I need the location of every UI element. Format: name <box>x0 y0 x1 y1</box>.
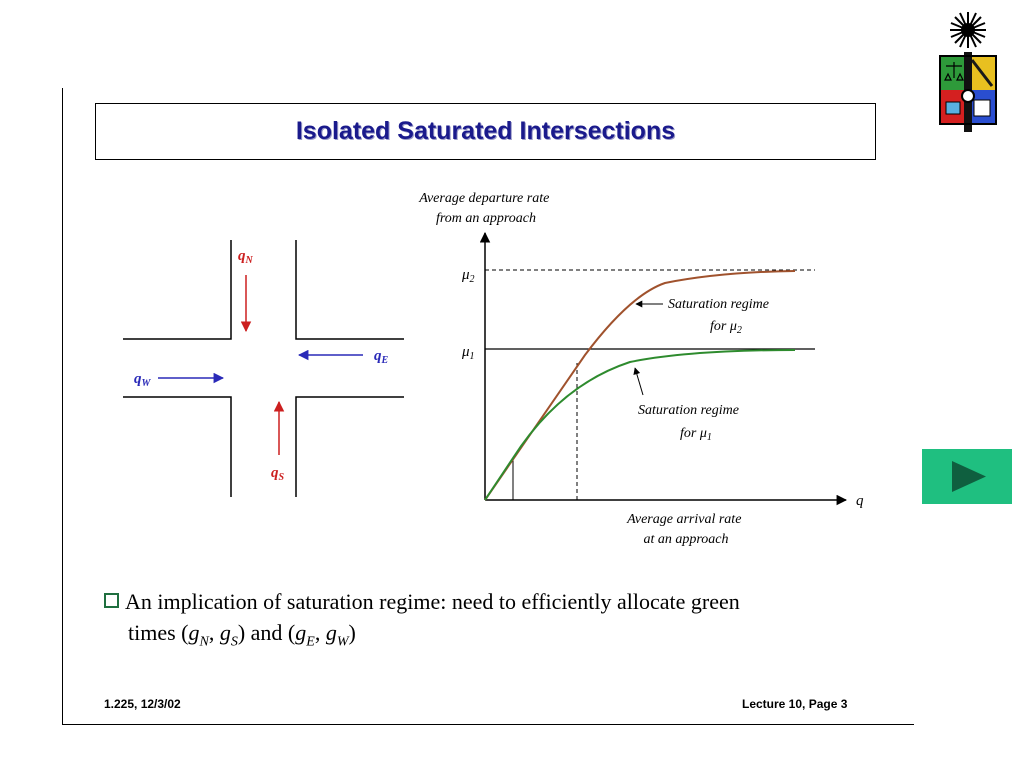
slide-title: Isolated Saturated Intersections <box>295 117 676 145</box>
mu1-tick-label: $\mu_1$ <box>462 344 475 362</box>
annotation-sat-mu1: Saturation regime for $\mu_1$ <box>638 403 739 443</box>
graph-y-label: Average departure rate from an approach <box>419 191 550 226</box>
curve-mu1 <box>485 350 795 500</box>
mu2-tick-label: $\mu_2$ <box>462 267 475 285</box>
intersection-roads <box>123 240 404 497</box>
bullet-line1: An implication of saturation regime: need to efficiently allocate green <box>125 589 740 614</box>
label-qE: $q_E$ <box>374 348 389 366</box>
label-qW: $q_W$ <box>134 371 151 389</box>
bullet-checkbox-icon <box>104 593 119 608</box>
label-qS: $q_S$ <box>271 465 285 483</box>
footer-course-date: 1.225, 12/3/02 <box>104 697 181 711</box>
annotation-arrow-mu1 <box>635 368 643 395</box>
next-slide-button[interactable] <box>922 449 1012 504</box>
footer-page: Lecture 10, Page 3 <box>742 697 848 711</box>
annotation-sat-mu2: Saturation regime for $\mu_2$ <box>668 297 769 336</box>
x-axis-q: q <box>856 493 864 509</box>
label-qN: $q_N$ <box>238 248 253 266</box>
bullet-line2: times ($g_N$, $g_S$) and ($g_E$, $g_W$) <box>128 620 356 650</box>
graph-x-label: Average arrival rate at an approach <box>627 512 742 547</box>
bullet-point <box>104 586 904 657</box>
